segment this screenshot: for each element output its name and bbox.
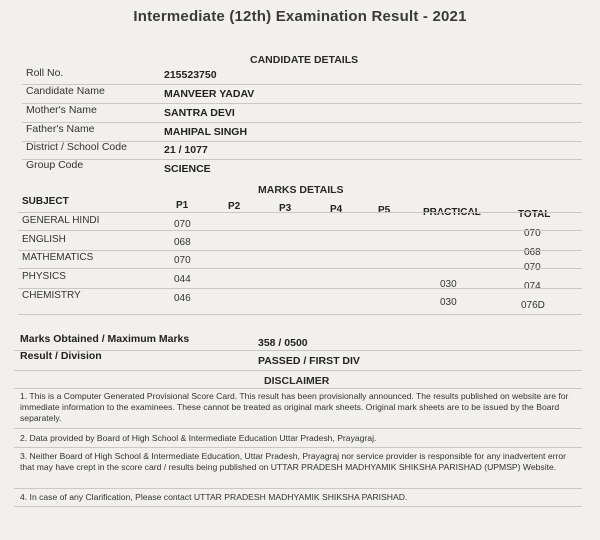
marks-obtained-value: 358 / 0500 xyxy=(258,337,308,349)
table-row-subject: GENERAL HINDI xyxy=(22,215,100,226)
table-row-practical: 030 xyxy=(440,297,457,308)
col-p4: P4 xyxy=(330,204,343,215)
candidate-name-value: MANVEER YADAV xyxy=(164,88,255,100)
group-code-value: SCIENCE xyxy=(164,163,211,175)
table-row-p1: 044 xyxy=(174,274,191,285)
disclaimer-item: 1. This is a Computer Generated Provisional Score Card. This result has been provisionally announced. The results published on website are for immediate information to the examinees. These cannot be treated as original mark sheets. Original mark sheets are to be issued by the Board separately. xyxy=(20,391,569,423)
col-subject: SUBJECT xyxy=(22,196,69,207)
col-p1: P1 xyxy=(176,200,189,211)
disclaimer-heading: DISCLAIMER xyxy=(264,375,330,387)
group-code-label: Group Code xyxy=(26,159,84,171)
father-name-label: Father's Name xyxy=(26,123,95,135)
disclaimer-item: 2. Data provided by Board of High School & Intermediate Education Uttar Pradesh, Prayagraj. xyxy=(20,433,377,443)
table-row-p1: 046 xyxy=(174,293,191,304)
table-row-total: 070 xyxy=(524,262,541,273)
district-school-code-value: 21 / 1077 xyxy=(164,144,208,156)
candidate-name-label: Candidate Name xyxy=(26,85,105,97)
roll-no-value: 215523750 xyxy=(164,69,217,81)
table-row-subject: PHYSICS xyxy=(22,271,66,282)
marks-obtained-label: Marks Obtained / Maximum Marks xyxy=(20,333,190,345)
marks-details-heading: MARKS DETAILS xyxy=(258,184,344,196)
disclaimer-item: 3. Neither Board of High School & Intermediate Education, Uttar Pradesh, Prayagraj nor service provider is responsible for any inadvertent error that may have crept in the score card / results being published on UTTAR PRADESH MADHYAMIK SHIKSHA PARISHAD (UPMSP) Website. xyxy=(20,451,566,472)
disclaimer-item: 4. In case of any Clarification, Please contact UTTAR PRADESH MADHYAMIK SHIKSHA PARISHAD. xyxy=(20,492,408,502)
candidate-details-heading: CANDIDATE DETAILS xyxy=(250,54,359,66)
district-school-code-label: District / School Code xyxy=(26,141,127,153)
table-row-p1: 070 xyxy=(174,219,191,230)
col-total: TOTAL xyxy=(518,209,551,220)
table-row-p1: 068 xyxy=(174,237,191,248)
result-division-label: Result / Division xyxy=(20,350,102,362)
table-row-practical: 030 xyxy=(440,279,457,290)
mother-name-label: Mother's Name xyxy=(26,104,97,116)
col-p3: P3 xyxy=(279,203,292,214)
father-name-value: MAHIPAL SINGH xyxy=(164,126,248,138)
table-row-p1: 070 xyxy=(174,255,191,266)
table-row-total: 068 xyxy=(524,247,541,258)
table-row-total: 076D xyxy=(521,300,545,311)
table-row-total: 070 xyxy=(524,228,541,239)
table-row-subject: MATHEMATICS xyxy=(22,252,94,263)
col-p5: P5 xyxy=(378,205,391,216)
col-p2: P2 xyxy=(228,201,241,212)
mother-name-value: SANTRA DEVI xyxy=(164,107,235,119)
result-division-value: PASSED / FIRST DIV xyxy=(258,355,360,367)
page-title: Intermediate (12th) Examination Result - 2021 xyxy=(133,8,467,25)
table-row-subject: ENGLISH xyxy=(22,234,66,245)
roll-no-label: Roll No. xyxy=(26,67,64,79)
table-row-subject: CHEMISTRY xyxy=(22,290,81,301)
table-row-total: 074 xyxy=(524,281,541,292)
col-practical: PRACTICAL xyxy=(423,207,481,218)
